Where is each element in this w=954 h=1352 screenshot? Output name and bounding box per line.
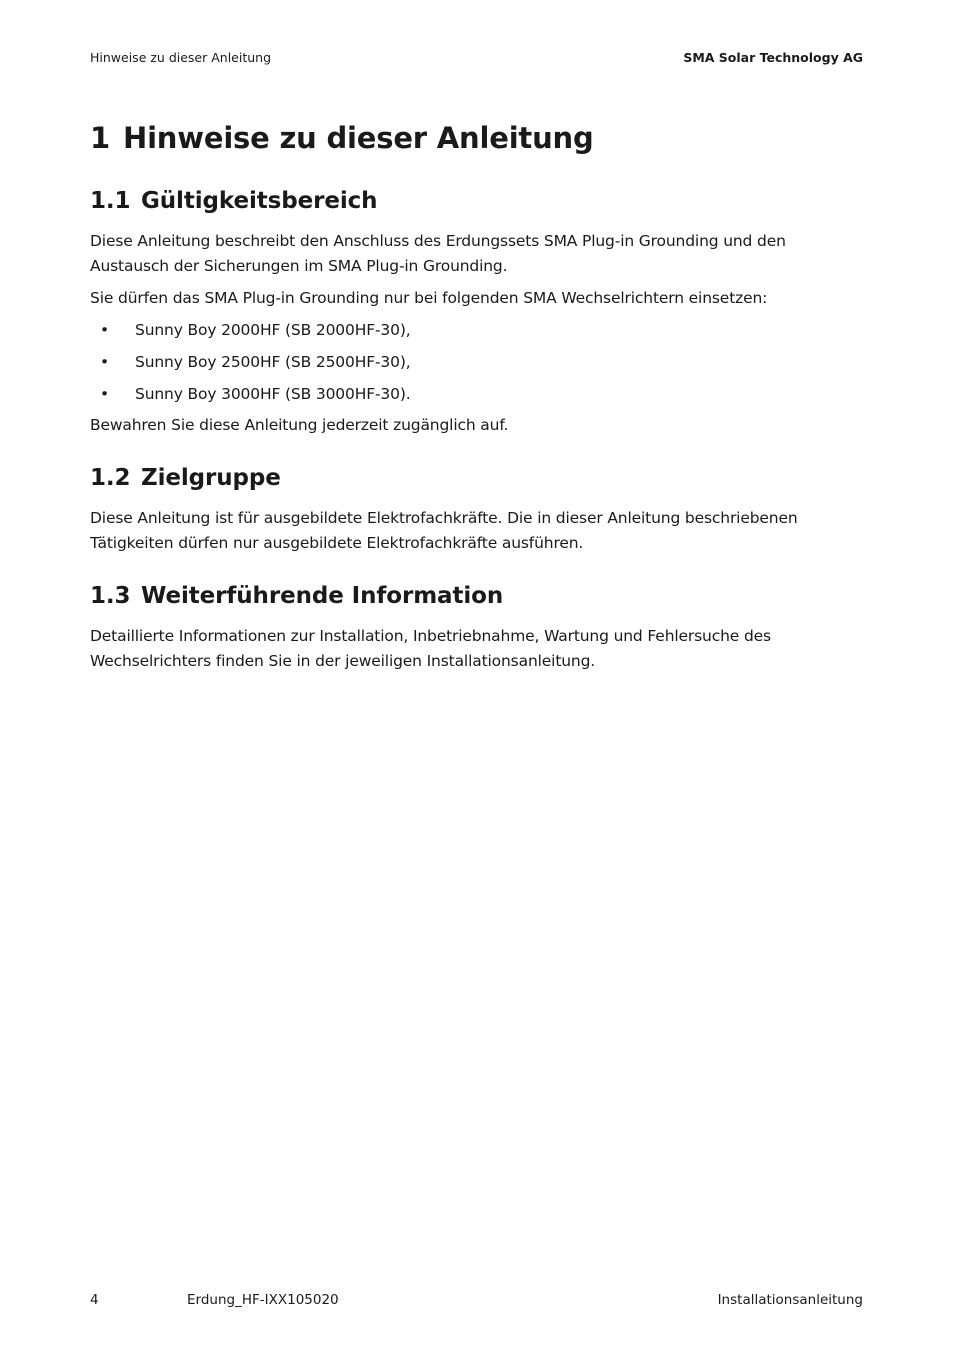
bullet-icon: • <box>100 353 109 371</box>
running-header-title: Hinweise zu dieser Anleitung <box>90 50 272 65</box>
section-heading-zielgruppe <box>90 465 281 491</box>
paragraph-line: Austausch der Sicherungen im SMA Plug-in Grounding. <box>90 257 508 275</box>
list-item: • Sunny Boy 2500HF (SB 2500HF-30), <box>100 350 411 375</box>
page-number: 4 <box>90 1292 99 1308</box>
paragraph: Bewahren Sie diese Anleitung jederzeit zugänglich auf. <box>90 416 509 434</box>
paragraph-line: Detaillierte Informationen zur Installation, Inbetriebnahme, Wartung und Fehlersuche des <box>90 627 771 645</box>
document-id: Erdung_HF-IXX105020 <box>187 1292 339 1308</box>
document-type: Installationsanleitung <box>717 1292 863 1308</box>
chapter-title: Hinweise zu dieser Anleitung <box>123 121 594 155</box>
section-number: 1.3 <box>90 583 131 609</box>
list-item: • Sunny Boy 3000HF (SB 3000HF-30). <box>100 382 411 407</box>
section-number: 1.2 <box>90 465 131 491</box>
chapter-heading <box>90 121 594 155</box>
paragraph-line: Tätigkeiten dürfen nur ausgebildete Elektrofachkräfte ausführen. <box>90 534 584 552</box>
paragraph-line: Diese Anleitung ist für ausgebildete Elektrofachkräfte. Die in dieser Anleitung beschriebenen <box>90 509 798 527</box>
section-title: Gültigkeitsbereich <box>141 188 378 214</box>
bullet-icon: • <box>100 321 109 339</box>
paragraph: Sie dürfen das SMA Plug-in Grounding nur bei folgenden SMA Wechselrichtern einsetzen: <box>90 289 768 307</box>
chapter-number: 1 <box>90 121 110 155</box>
section-heading-gueltigkeitsbereich <box>90 188 377 214</box>
bullet-icon: • <box>100 385 109 403</box>
section-heading-weiterfuehrende-information <box>90 583 503 609</box>
paragraph-line: Diese Anleitung beschreibt den Anschluss des Erdungssets SMA Plug-in Grounding und den <box>90 232 786 250</box>
paragraph-line: Wechselrichters finden Sie in der jeweiligen Installationsanleitung. <box>90 652 596 670</box>
section-title: Zielgruppe <box>141 465 281 491</box>
section-number: 1.1 <box>90 188 131 214</box>
section-title: Weiterführende Information <box>141 583 504 609</box>
running-header-company: SMA Solar Technology AG <box>683 50 863 65</box>
list-item: • Sunny Boy 2000HF (SB 2000HF-30), <box>100 318 411 343</box>
